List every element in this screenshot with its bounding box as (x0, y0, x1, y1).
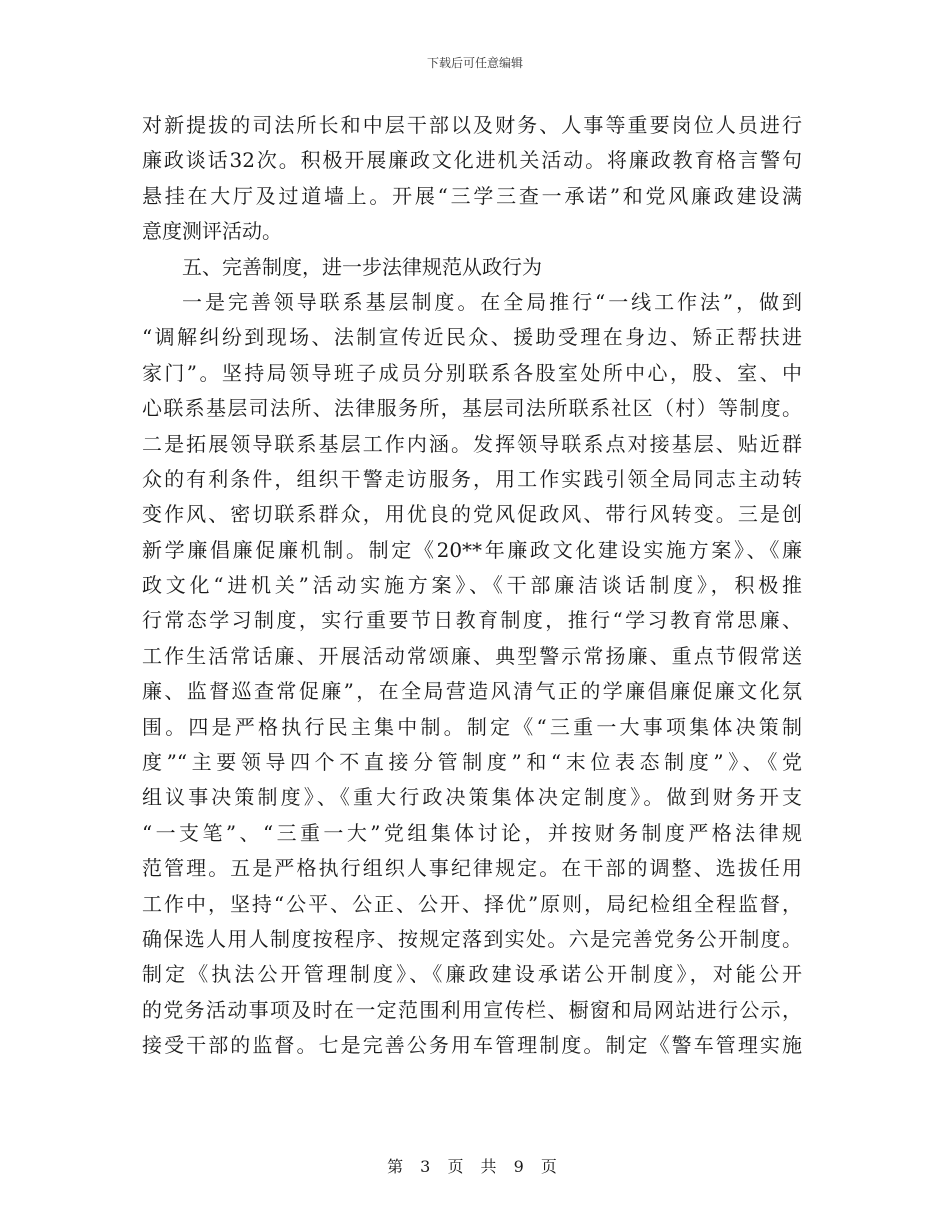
body-line: 众的有利条件，组织干警走访服务，用工作实践引领全局同志主动转 (142, 466, 802, 491)
document-body (142, 108, 802, 1064)
body-line: 工作中，坚持“公平、公正、公开、择优”原则，局纪检组全程监督， (142, 891, 802, 916)
body-line: 对新提拔的司法所长和中层干部以及财务、人事等重要岗位人员进行 (142, 113, 802, 137)
body-line: 制定《执法公开管理制度》、《廉政建设承诺公开制度》，对能公开 (142, 962, 802, 987)
body-line: 一是完善领导联系基层制度。在全局推行“一线工作法”，做到 (182, 289, 802, 314)
body-line: 变作风、密切联系群众，用优良的党风促政风、带行风转变。三是创 (142, 502, 802, 527)
body-line: 心联系基层司法所、法律服务所，基层司法所联系社区（村）等制度。 (142, 396, 802, 421)
body-line: 组议事决策制度》、《重大行政决策集体决定制度》。做到财务开支 (142, 785, 802, 810)
body-line: 的党务活动事项及时在一定范围利用宣传栏、橱窗和局网站进行公示， (142, 997, 802, 1022)
body-line: 接受干部的监督。七是完善公务用车管理制度。制定《警车管理实施 (142, 1033, 802, 1058)
body-line: 廉、监督巡查常促廉”，在全局营造风清气正的学廉倡廉促廉文化氛 (142, 679, 802, 704)
body-line: 行常态学习制度，实行重要节日教育制度，推行“学习教育常思廉、 (142, 608, 802, 633)
body-line: “调解纠纷到现场、法制宣传近民众、援助受理在身边、矫正帮扶进 (142, 325, 802, 350)
body-line: 工作生活常话廉、开展活动常颂廉、典型警示常扬廉、重点节假常送 (142, 643, 802, 668)
body-line: “一支笔”、“三重一大”党组集体讨论，并按财务制度严格法律规 (142, 820, 802, 845)
body-line: 家门”。坚持局领导班子成员分别联系各股室处所中心，股、室、中 (142, 360, 802, 385)
body-line: 新学廉倡廉促廉机制。制定《20**年廉政文化建设实施方案》、《廉 (142, 537, 802, 562)
body-line: 意度测评活动。 (142, 219, 282, 244)
body-line: 政文化“进机关”活动实施方案》、《干部廉洁谈话制度》，积极推 (142, 573, 802, 598)
page-header-note: 下载后可任意编辑 (426, 56, 523, 70)
section-heading: 五、完善制度，进一步法律规范从政行为 (182, 254, 542, 279)
body-line: 悬挂在大厅及过道墙上。开展“三学三查一承诺”和党风廉政建设满 (142, 183, 802, 208)
body-line: 廉政谈话32次。积极开展廉政文化进机关活动。将廉政教育格言警句 (142, 148, 802, 173)
body-line: 二是拓展领导联系基层工作内涵。发挥领导联系点对接基层、贴近群 (142, 431, 802, 456)
page-number-footer: 第 3 页 共 9 页 (387, 1157, 563, 1176)
body-line: 围。四是严格执行民主集中制。制定《“三重一大事项集体决策制 (142, 714, 802, 739)
body-line: 确保选人用人制度按程序、按规定落到实处。六是完善党务公开制度。 (142, 926, 802, 951)
body-line: 范管理。五是严格执行组织人事纪律规定。在干部的调整、选拔任用 (142, 856, 802, 881)
body-line: 度”“主要领导四个不直接分管制度”和“末位表态制度”》、《党 (142, 750, 802, 775)
